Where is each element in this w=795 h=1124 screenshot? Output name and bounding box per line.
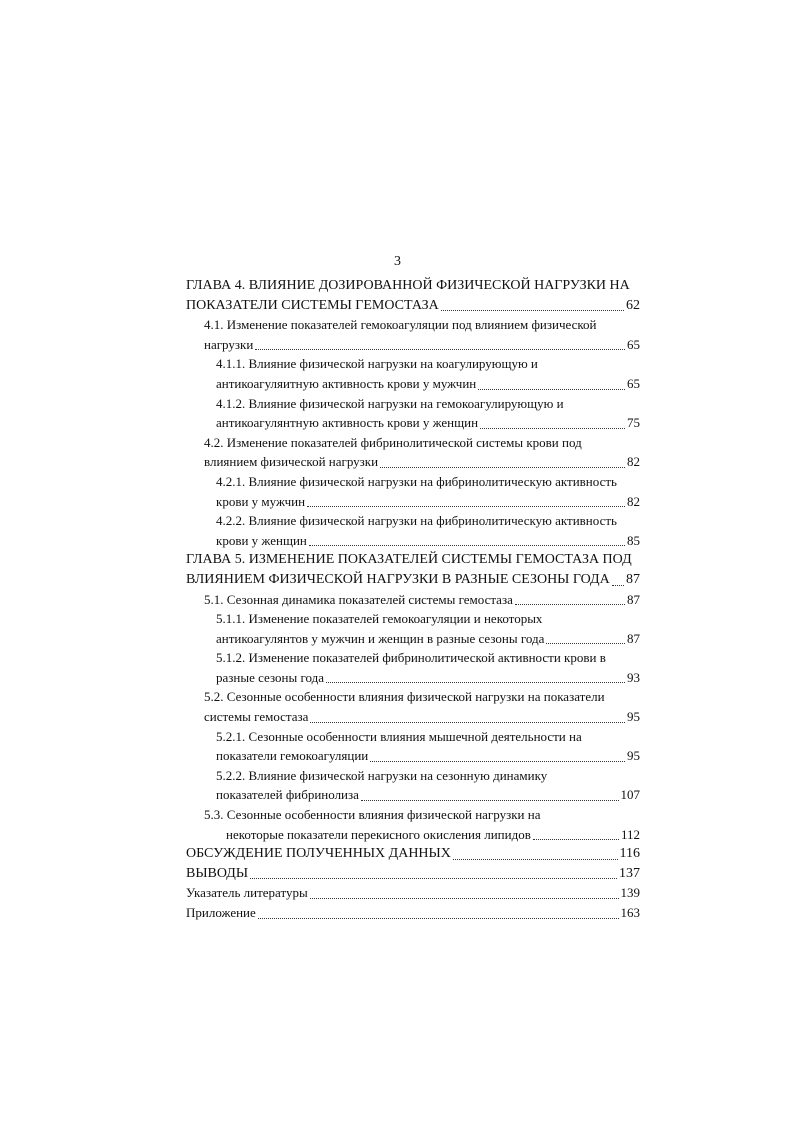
toc-entry-text: ВЫВОДЫ: [186, 865, 249, 881]
dot-leader: [441, 306, 624, 311]
toc-entry-text: крови у мужчин: [216, 493, 306, 509]
dot-leader: [480, 424, 625, 429]
toc-line: [186, 550, 640, 570]
toc-entry-text: антикоагулянтную активность крови у женщин: [216, 415, 479, 431]
toc-line: [186, 629, 640, 649]
dot-leader: [250, 874, 617, 879]
dot-leader: [453, 855, 618, 860]
toc-entry-text: показателей фибринолиза: [216, 787, 359, 803]
toc-page-number: 107: [620, 787, 640, 803]
toc-page-number: 82: [627, 454, 640, 470]
toc-line: [186, 785, 640, 805]
toc-line: [186, 452, 640, 472]
toc-line: [186, 903, 640, 923]
toc-line: [186, 825, 640, 845]
toc-line: [186, 374, 640, 394]
dot-leader: [380, 463, 625, 468]
toc-line: [186, 707, 640, 727]
toc-line: [186, 472, 640, 492]
toc-line: [186, 746, 640, 766]
toc-entry-text: 5.1. Сезонная динамика показателей системы гемостаза: [204, 591, 513, 607]
toc-entry-text: некоторые показатели перекисного окисления липидов: [226, 826, 531, 842]
toc-line: [186, 687, 640, 707]
toc-entry-text: показатели гемокоагуляции: [216, 748, 369, 764]
toc-page-number: 95: [627, 709, 640, 725]
toc-line: [186, 668, 640, 688]
toc-entry-text: 5.2.2. Влияние физической нагрузки на сезонную динамику: [216, 767, 548, 783]
toc-line: [186, 315, 640, 335]
toc-line: [186, 433, 640, 453]
toc-entry-text: 5.3. Сезонные особенности влияния физической нагрузки на: [204, 807, 541, 823]
dot-leader: [307, 502, 625, 507]
dot-leader: [533, 835, 619, 840]
toc-entry-text: нагрузки: [204, 336, 254, 352]
toc-line: [186, 727, 640, 747]
toc-entry-text: антикоагулянтов у мужчин и женщин в разные сезоны года: [216, 630, 545, 646]
toc-line: [186, 296, 640, 316]
toc-line: [186, 883, 640, 903]
toc-page-number: 116: [619, 846, 640, 862]
dot-leader: [515, 600, 625, 605]
toc-entry-text: Указатель литературы: [186, 885, 308, 901]
toc-line: [186, 354, 640, 374]
toc-page-number: 163: [620, 905, 640, 920]
dot-leader: [310, 894, 619, 899]
dot-leader: [361, 796, 619, 801]
toc-line: [186, 844, 640, 864]
toc-entry-text: 4.1.1. Влияние физической нагрузки на коагулирующую и: [216, 356, 538, 372]
dot-leader: [258, 914, 619, 919]
toc-line: [186, 511, 640, 531]
toc-entry-text: влиянием физической нагрузки: [204, 454, 379, 470]
toc-page-number: 62: [626, 297, 640, 313]
dot-leader: [326, 678, 625, 683]
toc-entry-text: ОБСУЖДЕНИЕ ПОЛУЧЕННЫХ ДАННЫХ: [186, 846, 451, 862]
toc-page-number: 87: [627, 630, 640, 646]
toc-entry-text: ПОКАЗАТЕЛИ СИСТЕМЫ ГЕМОСТАЗА: [186, 297, 439, 313]
toc-entry-text: Приложение: [186, 905, 256, 920]
toc-line: [186, 609, 640, 629]
toc-page-number: 75: [627, 415, 640, 431]
toc-page-number: 139: [620, 885, 640, 901]
toc-entry-text: 4.1. Изменение показателей гемокоагуляции под влиянием физической: [204, 317, 597, 333]
toc-page-number: 65: [627, 336, 640, 352]
toc-entry-text: крови у женщин: [216, 532, 307, 548]
toc-page-number: 93: [627, 669, 640, 685]
toc-line: [186, 335, 640, 355]
toc-line: [186, 864, 640, 884]
toc-line: [186, 805, 640, 825]
toc-page-number: 112: [620, 826, 640, 842]
toc-page-number: 87: [627, 591, 640, 607]
toc-entry-text: 5.2. Сезонные особенности влияния физической нагрузки на показатели: [204, 689, 605, 705]
toc-line: [186, 413, 640, 433]
toc-entry-text: антикоагуляитную активность крови у мужчин: [216, 375, 477, 391]
toc-line: [186, 590, 640, 610]
dot-leader: [478, 385, 625, 390]
toc-line: [186, 648, 640, 668]
toc-page-number: 65: [627, 375, 640, 391]
page-number: 3: [394, 254, 401, 269]
toc-page-number: 87: [626, 571, 640, 587]
table-of-contents: [186, 276, 640, 923]
toc-entry-text: разные сезоны года: [216, 669, 324, 685]
toc-line: [186, 492, 640, 512]
dot-leader: [310, 718, 625, 723]
toc-entry-text: ГЛАВА 4. ВЛИЯНИЕ ДОЗИРОВАННОЙ ФИЗИЧЕСКОЙ НАГРУЗКИ НА: [186, 278, 630, 293]
toc-page-number: 85: [627, 532, 640, 548]
toc-line: [186, 531, 640, 551]
toc-entry-text: 4.1.2. Влияние физической нагрузки на гемокоагулирующую и: [216, 395, 564, 411]
toc-entry-text: 4.2.1. Влияние физической нагрузки на фибринолитическую активность: [216, 473, 617, 489]
toc-line: [186, 570, 640, 590]
toc-entry-text: ВЛИЯНИЕМ ФИЗИЧЕСКОЙ НАГРУЗКИ В РАЗНЫЕ СЕЗОНЫ ГОДА: [186, 571, 610, 587]
toc-entry-text: 5.2.1. Сезонные особенности влияния мышечной деятельности на: [216, 728, 582, 744]
toc-entry-text: 4.2. Изменение показателей фибринолитической системы крови под: [204, 434, 582, 450]
dot-leader: [309, 541, 625, 546]
toc-line: [186, 766, 640, 786]
dot-leader: [612, 581, 624, 586]
toc-entry-text: 5.1.2. Изменение показателей фибринолитической активности крови в: [216, 650, 606, 666]
dot-leader: [255, 345, 625, 350]
toc-line: [186, 276, 640, 296]
toc-entry-text: 4.2.2. Влияние физической нагрузки на фибринолитическую активность: [216, 513, 617, 529]
dot-leader: [546, 639, 625, 644]
toc-page-number: 95: [627, 748, 640, 764]
toc-entry-text: 5.1.1. Изменение показателей гемокоагуляции и некоторых: [216, 611, 543, 627]
toc-page-number: 82: [627, 493, 640, 509]
dot-leader: [370, 757, 625, 762]
toc-entry-text: системы гемостаза: [204, 709, 309, 725]
toc-page-number: 137: [619, 865, 640, 881]
toc-entry-text: ГЛАВА 5. ИЗМЕНЕНИЕ ПОКАЗАТЕЛЕЙ СИСТЕМЫ ГЕМОСТАЗА ПОД: [186, 552, 632, 568]
toc-line: [186, 394, 640, 414]
